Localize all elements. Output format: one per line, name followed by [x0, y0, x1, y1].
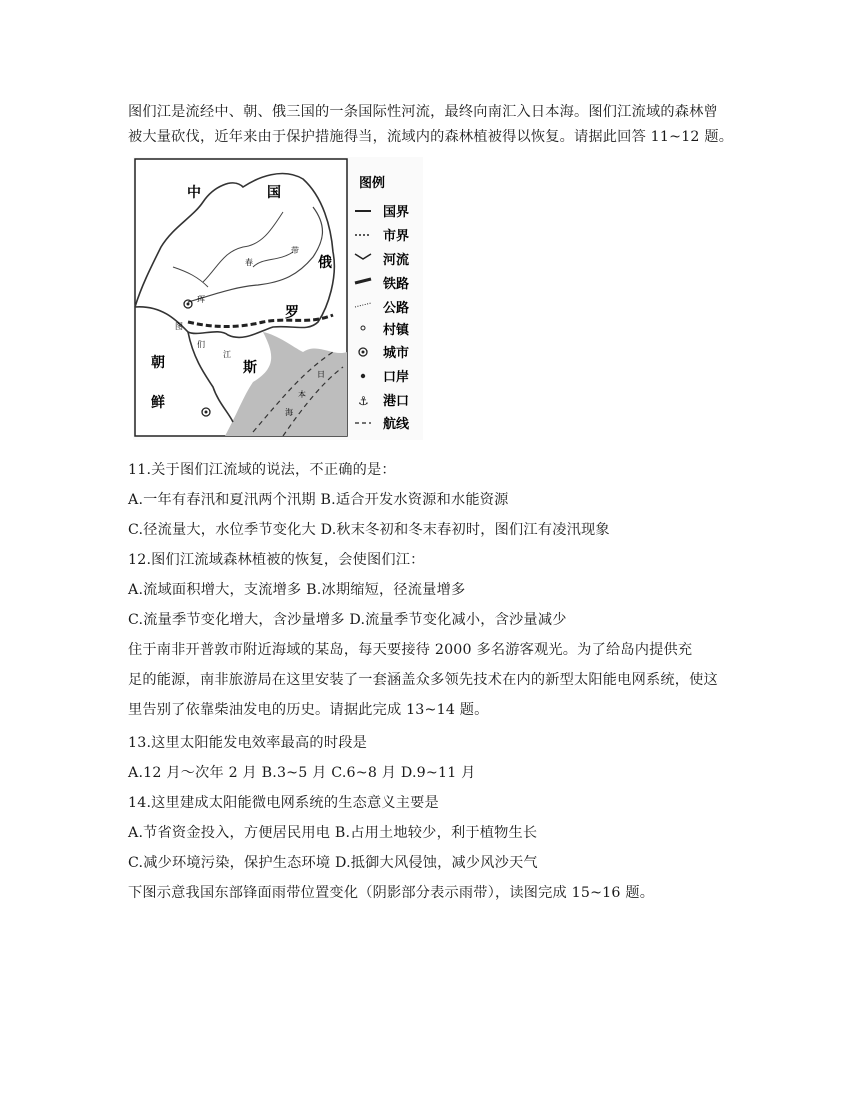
map-small-label: 日	[317, 370, 325, 379]
tumen-river-map	[133, 157, 423, 440]
question-line: 13.这里太阳能发电效率最高的时段是	[128, 735, 367, 751]
legend-title: 图例	[359, 176, 386, 191]
legend-item: 村镇	[383, 323, 410, 338]
question-line: A.流域面积增大，支流增多 B.冰期缩短，径流量增多	[128, 582, 466, 598]
map-small-label: 珲	[197, 295, 205, 304]
question-line: 住于南非开普敦市附近海域的某岛，每天要接待 2000 多名游客观光。为了给岛内提供充	[128, 642, 693, 658]
svg-text:⚓: ⚓	[358, 394, 369, 408]
legend-item: 公路	[383, 301, 410, 316]
question-line: A.12 月～次年 2 月 B.3~5 月 C.6~8 月 D.9~11 月	[128, 765, 476, 781]
map-label: 罗	[285, 305, 299, 321]
map-small-label: 们	[197, 340, 205, 349]
map-label: 斯	[243, 360, 257, 376]
question-line: C.径流量大，水位季节变化大 D.秋末冬初和冬末春初时，图们江有凌汛现象	[128, 522, 610, 538]
legend-item: 河流	[383, 253, 410, 268]
question-line: C.减少环境污染，保护生态环境 D.抵御大风侵蚀，减少风沙天气	[128, 855, 538, 871]
legend-item: 铁路	[383, 277, 410, 292]
map-small-label: 本	[298, 390, 306, 399]
legend-item: 航线	[383, 417, 410, 432]
question-line: 下图示意我国东部锋面雨带位置变化（阴影部分表示雨带），读图完成 15~16 题。	[128, 885, 655, 901]
map-small-label: 图	[175, 322, 183, 331]
question-line: A.一年有春汛和夏汛两个汛期 B.适合开发水资源和水能资源	[128, 492, 509, 508]
map-small-label: 海	[285, 408, 293, 417]
legend-item: 市界	[383, 229, 410, 244]
intro-line-1: 图们江是流经中、朝、俄三国的一条国际性河流，最终向南汇入日本海。图们江流域的森林曾	[128, 104, 718, 120]
map-small-label: 带	[291, 246, 299, 255]
map-label: 俄	[318, 255, 332, 271]
map-label: 鲜	[151, 395, 165, 411]
legend-item: 国界	[383, 205, 410, 220]
legend-item: 港口	[383, 394, 410, 409]
question-line: 14.这里建成太阳能微电网系统的生态意义主要是	[128, 795, 439, 811]
map-label: 朝	[151, 355, 165, 371]
question-line: C.流量季节变化增大，含沙量增多 D.流量季节变化减小，含沙量减少	[128, 612, 567, 628]
legend-item: 城市	[383, 346, 410, 361]
map-small-label: 春	[245, 258, 253, 267]
map-small-label: 江	[223, 350, 231, 359]
map-label: 中	[187, 185, 201, 201]
question-line: 足的能源，南非旅游局在这里安装了一套涵盖众多领先技术在内的新型太阳能电网系统，使这	[128, 672, 718, 688]
legend-item: 口岸	[383, 370, 410, 385]
map-label: 国	[267, 185, 281, 201]
question-line: A.节省资金投入，方便居民用电 B.占用土地较少，利于植物生长	[128, 825, 538, 841]
intro-line-2: 被大量砍伐，近年来由于保护措施得当，流域内的森林植被得以恢复。请据此回答 11~12 题。	[128, 129, 734, 145]
question-line: 11.关于图们江流域的说法，不正确的是：	[128, 462, 396, 478]
question-line: 12.图们江流域森林植被的恢复，会使图们江：	[128, 552, 425, 568]
question-line: 里告别了依靠柴油发电的历史。请据此完成 13~14 题。	[128, 702, 489, 718]
